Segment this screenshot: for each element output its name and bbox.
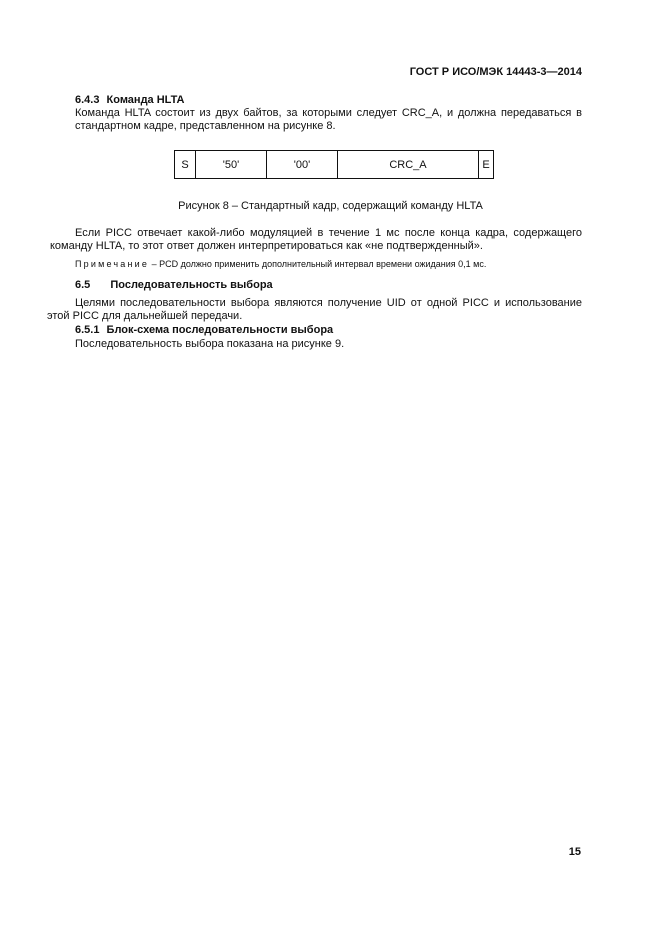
frame-cell-crc: CRC_A xyxy=(338,151,479,178)
paragraph-line: этой PICC для дальнейшей передачи. xyxy=(47,310,243,322)
frame-cell-byte1: '50' xyxy=(196,151,267,178)
note xyxy=(75,259,582,270)
paragraph-hlta-command xyxy=(75,107,582,133)
frame-cell-end: E xyxy=(482,158,490,171)
paragraph-picc-response xyxy=(50,227,582,253)
paragraph-line: команду HLTA, то этот ответ должен интерпретироваться как «не подтвержденный». xyxy=(50,240,483,252)
note-label: Примечание xyxy=(75,259,150,269)
section-title: Команда HLTA xyxy=(106,94,185,106)
section-heading-6-4-3 xyxy=(75,94,184,106)
frame-cell-start: S xyxy=(175,151,196,178)
page-number: 15 xyxy=(568,846,581,858)
section-number: 6.4.3 xyxy=(75,94,100,106)
section-number: 6.5.1 xyxy=(75,324,100,336)
paragraph-line: Последовательность выбора показана на рисунке 9. xyxy=(75,338,345,350)
standard-frame-diagram xyxy=(174,150,494,179)
note-text: – PCD должно применить дополнительный интервал времени ожидания 0,1 мс. xyxy=(149,259,487,269)
paragraph-line: Если PICC отвечает какой-либо модуляцией в течение 1 мс после конца кадра, содержащего xyxy=(75,227,582,239)
document-code-header: ГОСТ Р ИСО/МЭК 14443-3—2014 xyxy=(409,66,582,78)
frame-cell-byte2: '00' xyxy=(267,151,338,178)
paragraph-line: Целями последовательности выбора являются получение UID от одной PICC и использование xyxy=(75,297,582,309)
figure-8-caption: Рисунок 8 – Стандартный кадр, содержащий команду HLTA xyxy=(178,200,483,212)
section-heading-6-5-1 xyxy=(75,324,333,336)
paragraph-selection-goals xyxy=(47,297,582,323)
paragraph-line: стандартном кадре, представленном на рисунке 8. xyxy=(75,120,336,132)
section-title: Блок-схема последовательности выбора xyxy=(106,324,334,336)
paragraph-figure-9-reference xyxy=(75,338,582,351)
section-title: Последовательность выбора xyxy=(110,279,273,291)
section-heading-6-5 xyxy=(75,279,273,291)
paragraph-line: Команда HLTA состоит из двух байтов, за которыми следует CRC_A, и должна передаваться в xyxy=(75,107,582,119)
section-number: 6.5 xyxy=(75,279,91,291)
